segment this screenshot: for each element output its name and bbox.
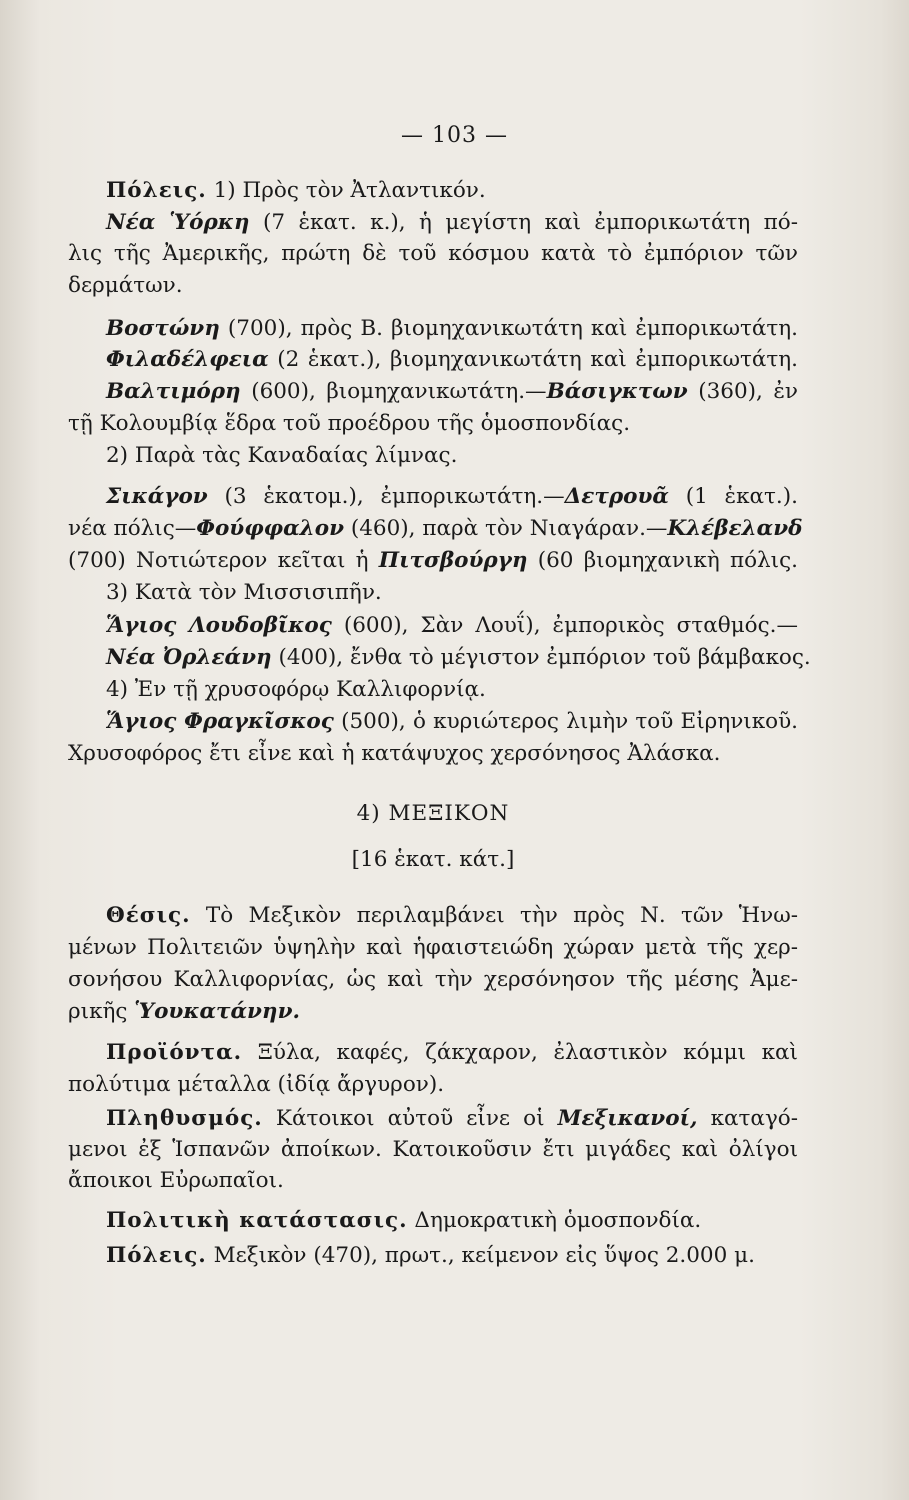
section-label: Προϊόντα. xyxy=(106,1040,243,1065)
text-span: 1) Πρὸς τὸν Ἀτλαντικόν. xyxy=(206,178,486,203)
text-line: 4) Ἐν τῇ χρυσοφόρῳ Καλλιφορνίᾳ. xyxy=(106,677,486,702)
text-line xyxy=(68,643,811,673)
city-name: Βοστώνη xyxy=(106,316,220,341)
text-line xyxy=(68,377,798,407)
text-line: σονήσου Καλλιφορνίας, ὡς καὶ τὴν χερσόνησον τῆς μέσης Ἀμε- xyxy=(68,967,798,992)
section-heading: 4) ΜΕΞΙΚΟΝ xyxy=(356,801,510,826)
section-label: Θέσις. xyxy=(106,903,191,928)
text-span: (600), βιομηχανικωτάτη.— xyxy=(240,379,547,404)
text-span: (700) Νοτιώτερον κεῖται ἡ xyxy=(68,548,379,573)
text-line: 3) Κατὰ τὸν Μισσισιπῆν. xyxy=(106,580,382,605)
text-span: (3 ἑκατομ.), ἐμπορικωτάτη.— xyxy=(207,484,565,509)
text-line xyxy=(68,901,798,931)
text-line xyxy=(68,997,798,1027)
city-name: Κλέβελανδ xyxy=(667,516,803,541)
text-line xyxy=(68,345,798,375)
section-label: Πληθυσμός. xyxy=(106,1106,263,1131)
text-span: (360), ἐν xyxy=(687,379,798,404)
text-span: Δημοκρατικὴ ὁμοσπονδία. xyxy=(407,1208,702,1233)
text-span: Ξύλα, καφές, ζάκχαρον, ἐλαστικὸν κόμμι καὶ xyxy=(242,1040,798,1065)
section-label: Πόλεις. xyxy=(106,1243,207,1268)
city-name: Δετρουᾶ xyxy=(564,484,669,509)
place-name: Ὑουκατάνην. xyxy=(134,999,300,1024)
text-line xyxy=(68,1241,798,1271)
text-line xyxy=(68,1206,798,1236)
text-line xyxy=(68,514,803,544)
text-span: καταγό- xyxy=(697,1106,799,1131)
text-span: (2 ἑκατ.), βιομηχανικωτάτη καὶ ἐμπορικωτάτη. xyxy=(268,347,798,372)
city-name: Βαλτιμόρη xyxy=(106,379,241,404)
city-name: Φούφφαλον xyxy=(196,516,345,541)
city-name: Νέα Ὀρλεάνη xyxy=(106,645,272,670)
text-line: λις τῆς Ἀμερικῆς, πρώτη δὲ τοῦ κόσμου κατὰ τὸ ἐμπόριον τῶν xyxy=(68,241,798,266)
text-line: μένων Πολιτειῶν ὑψηλὴν καὶ ἡφαιστειώδη χώραν μετὰ τῆς χερ- xyxy=(68,935,798,960)
text-line xyxy=(68,707,798,737)
text-line xyxy=(68,611,798,641)
text-line xyxy=(68,314,798,344)
city-name: Νέα Ὑόρκη xyxy=(106,210,250,235)
text-span: Μεξικὸν (470), πρωτ., κείμενον εἰς ὕψος 2.000 μ. xyxy=(206,1243,755,1268)
city-name: Βάσιγκτων xyxy=(546,379,688,404)
text-line xyxy=(68,208,798,238)
section-subheading: [16 ἑκατ. κάτ.] xyxy=(351,847,515,872)
text-line: 2) Παρὰ τὰς Καναδαίας λίμνας. xyxy=(106,443,458,468)
text-span: (460), παρὰ τὸν Νιαγάραν.— xyxy=(344,516,668,541)
text-span: (1 ἑκατ.). xyxy=(668,484,798,509)
page-number: — 103 — xyxy=(401,123,508,148)
text-span: (400), ἔνθα τὸ μέγιστον ἐμπόριον τοῦ βάμβακος. xyxy=(271,645,811,670)
text-line: Χρυσοφόρος ἔτι εἶνε καὶ ἡ κατάψυχος χερσόνησος Ἀλάσκα. xyxy=(68,741,721,766)
section-label: Πόλεις. xyxy=(106,178,207,203)
text-span: Κάτοικοι αὐτοῦ εἶνε οἱ xyxy=(262,1106,558,1131)
text-span: (7 ἑκατ. κ.), ἡ μεγίστη καὶ ἐμπορικωτάτη πό- xyxy=(249,210,799,235)
text-span: (60 βιομηχανικὴ πόλις. xyxy=(527,548,798,573)
city-name: Πιτσβούργη xyxy=(378,548,528,573)
text-span: Τὸ Μεξικὸν περιλαμβάνει τὴν πρὸς Ν. τῶν Ἡνω- xyxy=(190,903,798,928)
city-name: Ἅγιος Φραγκῖσκος xyxy=(106,709,334,734)
text-span: (600), Σὰν Λουΐ), ἐμπορικὸς σταθμός.— xyxy=(331,613,798,638)
text-line: δερμάτων. xyxy=(68,273,183,298)
text-line xyxy=(68,546,798,576)
text-line xyxy=(68,482,798,512)
text-span: νέα πόλις— xyxy=(68,516,197,541)
text-line: πολύτιμα μέταλλα (ἰδίᾳ ἄργυρον). xyxy=(68,1072,445,1097)
text-line: μενοι ἐξ Ἱσπανῶν ἀποίκων. Κατοικοῦσιν ἔτι μιγάδες καὶ ὀλίγοι xyxy=(68,1137,798,1162)
people-name: Μεξικανοί, xyxy=(557,1106,698,1131)
city-name: Ἅγιος Λουδοβῖκος xyxy=(106,613,332,638)
text-span: (700), πρὸς Β. βιομηχανικωτάτη καὶ ἐμπορικωτάτη. xyxy=(219,316,798,341)
text-span: ρικῆς xyxy=(68,999,135,1024)
text-line: τῇ Κολουμβίᾳ ἕδρα τοῦ προέδρου τῆς ὁμοσπονδίας. xyxy=(68,411,631,436)
text-line xyxy=(68,176,798,206)
text-span: (500), ὁ κυριώτερος λιμὴν τοῦ Εἰρηνικοῦ. xyxy=(333,709,798,734)
city-name: Φιλαδέλφεια xyxy=(106,347,269,372)
text-line xyxy=(68,1038,798,1068)
text-line: ἄποικοι Εὐρωπαῖοι. xyxy=(68,1168,284,1193)
city-name: Σικάγον xyxy=(106,484,208,509)
text-line xyxy=(68,1104,798,1134)
section-label: Πολιτικὴ κατάστασις. xyxy=(106,1208,408,1233)
